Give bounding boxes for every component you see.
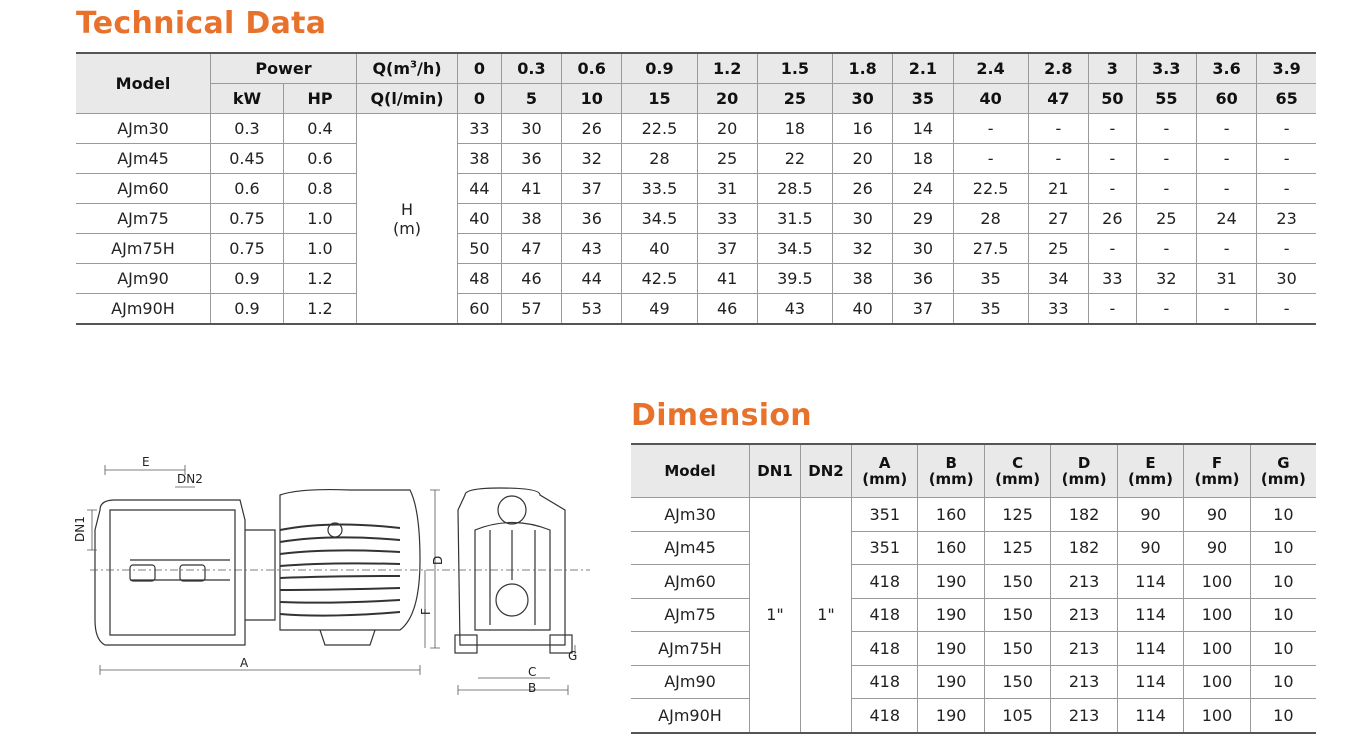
q-m3h-value: 1.2 [697, 53, 757, 84]
head-value-cell: - [1136, 174, 1196, 204]
label-a: A [240, 656, 249, 670]
dimension-title: Dimension [631, 398, 812, 433]
head-value-cell: 43 [757, 294, 832, 325]
kw-cell: 0.9 [211, 294, 284, 325]
head-value-cell: 43 [562, 234, 622, 264]
head-value-cell: 24 [1196, 204, 1256, 234]
label-dn1: DN1 [73, 516, 87, 542]
head-value-cell: 18 [757, 114, 832, 144]
dim-value-cell: 100 [1184, 598, 1250, 632]
dim-value-cell: 418 [852, 665, 918, 699]
head-value-cell: 25 [697, 144, 757, 174]
dim-value-cell: 190 [918, 565, 984, 599]
head-value-cell: - [1136, 294, 1196, 325]
dn2-header: DN2 [801, 444, 852, 498]
table-row [631, 632, 1316, 666]
head-value-cell: 29 [893, 204, 953, 234]
dim-value-cell: 213 [1051, 665, 1117, 699]
head-value-cell: - [1257, 234, 1316, 264]
head-value-cell: 39.5 [757, 264, 832, 294]
q-m3h-value: 1.8 [833, 53, 893, 84]
dim-col-letter: E [1145, 454, 1156, 472]
q-m3h-value: 3 [1088, 53, 1136, 84]
dim-col-letter: G [1277, 454, 1290, 472]
dim-value-cell: 10 [1250, 665, 1316, 699]
dim-col-unit: (mm) [1260, 470, 1306, 488]
dim-value-cell: 190 [918, 632, 984, 666]
head-value-cell: - [953, 114, 1028, 144]
head-value-cell: - [1088, 294, 1136, 325]
label-e: E [142, 455, 150, 469]
head-value-cell: 31.5 [757, 204, 832, 234]
dim-value-cell: 150 [984, 632, 1050, 666]
dim-col-letter: F [1211, 454, 1223, 472]
label-dn2: DN2 [177, 472, 203, 486]
head-value-cell: 32 [833, 234, 893, 264]
dim-value-cell: 213 [1051, 699, 1117, 733]
q-lmin-value: 15 [622, 84, 697, 114]
q-m3h-value: 2.8 [1028, 53, 1088, 84]
dim-value-cell: 351 [852, 498, 918, 532]
dim-value-cell: 160 [918, 498, 984, 532]
dim-col-header [918, 444, 984, 498]
q-m3h-value: 0.9 [622, 53, 697, 84]
head-value-cell: - [1196, 234, 1256, 264]
dim-col-header [852, 444, 918, 498]
hp-cell: 1.0 [284, 234, 357, 264]
head-value-cell: 40 [622, 234, 697, 264]
dim-col-unit: (mm) [1061, 470, 1107, 488]
dim-model-cell: AJm90 [631, 665, 750, 699]
head-value-cell: 22.5 [953, 174, 1028, 204]
head-value-cell: 28.5 [757, 174, 832, 204]
head-value-cell: 49 [622, 294, 697, 325]
q-lmin-value: 25 [757, 84, 832, 114]
table-row [76, 264, 1316, 294]
table-row [76, 144, 1316, 174]
head-value-cell: 37 [562, 174, 622, 204]
head-value-cell: - [1088, 144, 1136, 174]
head-value-cell: 33 [1088, 264, 1136, 294]
dim-value-cell: 418 [852, 598, 918, 632]
head-value-cell: 36 [893, 264, 953, 294]
head-value-cell: 33.5 [622, 174, 697, 204]
table-row [631, 531, 1316, 565]
table-row [631, 699, 1316, 733]
head-value-cell: 46 [697, 294, 757, 325]
head-value-cell: 21 [1028, 174, 1088, 204]
head-value-cell: 27 [1028, 204, 1088, 234]
dim-value-cell: 125 [984, 531, 1050, 565]
dim-value-cell: 10 [1250, 632, 1316, 666]
dim-col-unit: (mm) [995, 470, 1041, 488]
dim-value-cell: 100 [1184, 632, 1250, 666]
dim-value-cell: 90 [1117, 531, 1183, 565]
head-value-cell: 22.5 [622, 114, 697, 144]
dim-value-cell: 105 [984, 699, 1050, 733]
table-row [76, 204, 1316, 234]
head-label: H [400, 199, 414, 219]
dim-value-cell: 10 [1250, 699, 1316, 733]
dim-value-cell: 114 [1117, 699, 1183, 733]
dim-model-cell: AJm45 [631, 531, 750, 565]
dim-value-cell: 213 [1051, 598, 1117, 632]
dim-value-cell: 150 [984, 665, 1050, 699]
dim-value-cell: 351 [852, 531, 918, 565]
hp-cell: 1.2 [284, 294, 357, 325]
dn2-cell: 1" [801, 498, 852, 733]
head-value-cell: 35 [953, 264, 1028, 294]
technical-data-title: Technical Data [76, 6, 327, 41]
q-lmin-value: 47 [1028, 84, 1088, 114]
dim-col-letter: D [1077, 454, 1091, 472]
q-lmin-value: 55 [1136, 84, 1196, 114]
dim-value-cell: 114 [1117, 665, 1183, 699]
head-value-cell: 46 [501, 264, 561, 294]
head-value-cell: 33 [697, 204, 757, 234]
q-lmin-value: 50 [1088, 84, 1136, 114]
dim-value-cell: 90 [1184, 531, 1250, 565]
dim-model-cell: AJm30 [631, 498, 750, 532]
head-value-cell: - [953, 144, 1028, 174]
hp-cell: 0.6 [284, 144, 357, 174]
head-value-cell: 30 [1257, 264, 1316, 294]
label-g: G [568, 649, 578, 663]
head-value-cell: - [1196, 114, 1256, 144]
dim-value-cell: 90 [1184, 498, 1250, 532]
label-d: D [431, 555, 445, 565]
q-m3h-value: 2.1 [893, 53, 953, 84]
table-row [631, 665, 1316, 699]
head-value-cell: 44 [458, 174, 502, 204]
head-value-cell: 30 [833, 204, 893, 234]
head-value-cell: - [1028, 144, 1088, 174]
head-value-cell: 53 [562, 294, 622, 325]
dim-value-cell: 418 [852, 699, 918, 733]
head-value-cell: 37 [697, 234, 757, 264]
dim-col-header [1250, 444, 1316, 498]
kw-cell: 0.75 [211, 204, 284, 234]
dim-value-cell: 10 [1250, 531, 1316, 565]
dim-col-unit: (mm) [862, 470, 908, 488]
dim-value-cell: 90 [1117, 498, 1183, 532]
q-lmin-value: 10 [562, 84, 622, 114]
head-value-cell: - [1196, 294, 1256, 325]
dim-col-unit: (mm) [1128, 470, 1174, 488]
dim-value-cell: 150 [984, 565, 1050, 599]
dim-col-letter: C [1012, 454, 1024, 472]
q-m3h-header: $Q(m^3/h)$ [357, 53, 458, 84]
head-value-cell: 25 [1136, 204, 1196, 234]
q-lmin-value: 60 [1196, 84, 1256, 114]
head-value-cell: 34.5 [622, 204, 697, 234]
dim-value-cell: 150 [984, 598, 1050, 632]
head-value-cell: - [1136, 114, 1196, 144]
kw-header: kW [211, 84, 284, 114]
dim-value-cell: 100 [1184, 665, 1250, 699]
head-value-cell: - [1028, 114, 1088, 144]
head-value-cell: - [1088, 114, 1136, 144]
dim-value-cell: 182 [1051, 531, 1117, 565]
q-m3h-value: 3.9 [1257, 53, 1316, 84]
q-m3h-value: 2.4 [953, 53, 1028, 84]
dim-value-cell: 190 [918, 699, 984, 733]
head-value-cell: 40 [458, 204, 502, 234]
head-label-cell [357, 114, 458, 325]
head-value-cell: 34 [1028, 264, 1088, 294]
dim-model-cell: AJm60 [631, 565, 750, 599]
q-m3h-value: 0 [458, 53, 502, 84]
hp-cell: 0.4 [284, 114, 357, 144]
label-b: B [528, 681, 537, 695]
head-value-cell: - [1196, 144, 1256, 174]
head-value-cell: 40 [833, 294, 893, 325]
q-m3h-value: 1.5 [757, 53, 832, 84]
head-value-cell: 26 [562, 114, 622, 144]
model-header: Model [76, 53, 211, 114]
q-m3h-value: 3.6 [1196, 53, 1256, 84]
model-cell: AJm75 [76, 204, 211, 234]
head-value-cell: 32 [1136, 264, 1196, 294]
dim-model-header: Model [631, 444, 750, 498]
head-value-cell: 38 [833, 264, 893, 294]
head-value-cell: 42.5 [622, 264, 697, 294]
head-value-cell: - [1257, 144, 1316, 174]
head-value-cell: 38 [458, 144, 502, 174]
dim-col-header [1117, 444, 1183, 498]
head-value-cell: 27.5 [953, 234, 1028, 264]
dim-value-cell: 114 [1117, 598, 1183, 632]
table-row [76, 294, 1316, 325]
head-value-cell: 47 [501, 234, 561, 264]
dim-value-cell: 10 [1250, 598, 1316, 632]
dim-model-cell: AJm75H [631, 632, 750, 666]
dim-col-letter: B [945, 454, 957, 472]
dim-value-cell: 10 [1250, 565, 1316, 599]
q-m3h-value: 0.3 [501, 53, 561, 84]
table-row [76, 234, 1316, 264]
dim-value-cell: 10 [1250, 498, 1316, 532]
dim-value-cell: 100 [1184, 565, 1250, 599]
kw-cell: 0.9 [211, 264, 284, 294]
dim-model-cell: AJm90H [631, 699, 750, 733]
head-unit: (m) [392, 218, 422, 238]
pump-dimension-drawing [70, 450, 630, 700]
dim-value-cell: 418 [852, 565, 918, 599]
q-lmin-value: 5 [501, 84, 561, 114]
head-value-cell: 44 [562, 264, 622, 294]
model-cell: AJm45 [76, 144, 211, 174]
kw-cell: 0.45 [211, 144, 284, 174]
label-f: F [419, 608, 433, 615]
head-value-cell: 20 [833, 144, 893, 174]
head-value-cell: - [1136, 234, 1196, 264]
head-value-cell: 34.5 [757, 234, 832, 264]
head-value-cell: 30 [501, 114, 561, 144]
head-value-cell: 18 [893, 144, 953, 174]
head-value-cell: 28 [622, 144, 697, 174]
head-value-cell: 24 [893, 174, 953, 204]
dim-value-cell: 160 [918, 531, 984, 565]
head-value-cell: 22 [757, 144, 832, 174]
q-lmin-value: 30 [833, 84, 893, 114]
table-row [76, 174, 1316, 204]
head-value-cell: 31 [1196, 264, 1256, 294]
kw-cell: 0.75 [211, 234, 284, 264]
dim-col-header [1051, 444, 1117, 498]
head-value-cell: 26 [1088, 204, 1136, 234]
head-value-cell: 28 [953, 204, 1028, 234]
head-value-cell: 37 [893, 294, 953, 325]
q-lmin-value: 35 [893, 84, 953, 114]
q-m3h-value: 0.6 [562, 53, 622, 84]
head-value-cell: 38 [501, 204, 561, 234]
hp-cell: 0.8 [284, 174, 357, 204]
kw-cell: 0.3 [211, 114, 284, 144]
table-row [76, 114, 1316, 144]
dim-col-header [984, 444, 1050, 498]
dim-col-unit: (mm) [928, 470, 974, 488]
head-value-cell: 36 [501, 144, 561, 174]
dim-value-cell: 418 [852, 632, 918, 666]
head-value-cell: 14 [893, 114, 953, 144]
head-value-cell: 41 [697, 264, 757, 294]
head-value-cell: - [1257, 174, 1316, 204]
q-m3h-value: 3.3 [1136, 53, 1196, 84]
head-value-cell: - [1088, 174, 1136, 204]
kw-cell: 0.6 [211, 174, 284, 204]
head-value-cell: 41 [501, 174, 561, 204]
dim-col-letter: A [878, 454, 891, 472]
head-value-cell: 25 [1028, 234, 1088, 264]
dim-model-cell: AJm75 [631, 598, 750, 632]
head-value-cell: 33 [458, 114, 502, 144]
head-value-cell: - [1196, 174, 1256, 204]
head-value-cell: 48 [458, 264, 502, 294]
table-row [631, 498, 1316, 532]
dim-value-cell: 125 [984, 498, 1050, 532]
dim-value-cell: 213 [1051, 565, 1117, 599]
q-lmin-value: 0 [458, 84, 502, 114]
model-cell: AJm60 [76, 174, 211, 204]
dim-value-cell: 114 [1117, 565, 1183, 599]
q-lmin-value: 65 [1257, 84, 1316, 114]
table-row [631, 598, 1316, 632]
dim-value-cell: 190 [918, 665, 984, 699]
model-cell: AJm75H [76, 234, 211, 264]
dim-value-cell: 100 [1184, 699, 1250, 733]
head-value-cell: 31 [697, 174, 757, 204]
head-value-cell: 50 [458, 234, 502, 264]
table-row [631, 565, 1316, 599]
model-cell: AJm30 [76, 114, 211, 144]
head-value-cell: 32 [562, 144, 622, 174]
dim-col-header [1184, 444, 1250, 498]
power-header: Power [211, 53, 357, 84]
dn1-header: DN1 [750, 444, 801, 498]
head-value-cell: 26 [833, 174, 893, 204]
hp-cell: 1.0 [284, 204, 357, 234]
hp-cell: 1.2 [284, 264, 357, 294]
dim-col-unit: (mm) [1194, 470, 1240, 488]
head-value-cell: 35 [953, 294, 1028, 325]
head-value-cell: 57 [501, 294, 561, 325]
head-value-cell: 30 [893, 234, 953, 264]
head-value-cell: 20 [697, 114, 757, 144]
head-value-cell: 23 [1257, 204, 1316, 234]
q-lmin-header: Q(l/min) [357, 84, 458, 114]
q-lmin-value: 40 [953, 84, 1028, 114]
dim-value-cell: 213 [1051, 632, 1117, 666]
hp-header: HP [284, 84, 357, 114]
head-value-cell: 16 [833, 114, 893, 144]
head-value-cell: - [1257, 294, 1316, 325]
head-value-cell: - [1136, 144, 1196, 174]
dim-value-cell: 190 [918, 598, 984, 632]
q-lmin-value: 20 [697, 84, 757, 114]
technical-data-table [76, 52, 1316, 325]
head-value-cell: 60 [458, 294, 502, 325]
dn1-cell: 1" [750, 498, 801, 733]
model-cell: AJm90H [76, 294, 211, 325]
dim-value-cell: 182 [1051, 498, 1117, 532]
dim-value-cell: 114 [1117, 632, 1183, 666]
head-value-cell: - [1088, 234, 1136, 264]
label-c: C [528, 665, 537, 679]
head-value-cell: - [1257, 114, 1316, 144]
head-value-cell: 33 [1028, 294, 1088, 325]
head-value-cell: 36 [562, 204, 622, 234]
dimension-table [631, 443, 1316, 734]
model-cell: AJm90 [76, 264, 211, 294]
